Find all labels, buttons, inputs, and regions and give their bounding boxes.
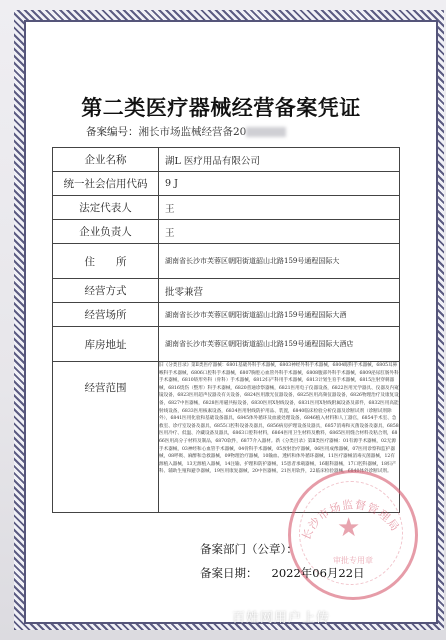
row-value-business-mode: 批零兼营	[159, 279, 400, 303]
record-number	[86, 124, 286, 139]
certificate-title: 第二类医疗器械经营备案凭证	[81, 95, 361, 120]
table-row	[53, 196, 400, 220]
row-value-scope: 旧《分类目录》第Ⅱ类医疗器械：6801基础外科手术器械，6803神经外科手术器械，6804眼科手术器械，6805耳鼻喉科手术器械，6806口腔科手术器械，6807胸腔心血管外科手术器械，6808腹部外科手术器械，6809泌尿肛肠外科手术器械，6810矫形外科（骨科）手术器械，6812妇产科用手术器械，6813计划生育手术器械，6815注射穿刺器械，6816烧伤（整形）科手术器械，6820普通诊察器械，6821医用电子仪器设备，6822医用光学器具、仪器及内窥镜设备，6823医用超声仪器及有关设备，6824医用激光仪器设备，6825医用高频仪器设备，6826物理治疗及康复设备，6827中医器械，6828医用磁共振设备，6830医用X射线设备，6831医用X射线附属设备及部件，6832医用高能射线设备，6833医用核素设备，6834医用射线防护用品、装置，6840临床检验分析仪器及诊断试剂（诊断试剂除外），6841医用化验和基础设备器具，6845体外循环及血液处理设备，6846植入材料和人工器官，6854手术室、急救室、诊疗室设备及器具，6855口腔科设备及器具，6856病房护理设备及器具，6857消毒和灭菌设备及器具，6858医用冷疗、低温、冷藏设备及器具，6863口腔科材料，6864医用卫生材料及敷料，6865医用缝合材料及粘合剂，6866医用高分子材料及制品，6870软件，6877介入器材。新《分类目录》第Ⅱ类医疗器械：01有源手术器械，02无源手术器械，03神经和心血管手术器械，04骨科手术器械，05放射治疗器械，06医用成像器械，07医用诊察和监护器械，08呼吸、麻醉和急救器械，09物理治疗器械，10输血、透析和体外循环器械，11医疗器械消毒灭菌器械，12有源植入器械，13无源植入器械，14注输、护理和防护器械，15患者承载器械，16眼科器械，17口腔科器械，18妇产科、辅助生殖和避孕器械，19医用康复器械，20中医器械，21医用软件，22临床检验器械，6840体外诊断试剂。	[159, 362, 400, 513]
filing-department-label: 备案部门（公章）：	[200, 542, 298, 556]
svg-text:长沙市场监督管理局	[300, 497, 402, 542]
table-row	[53, 327, 400, 362]
row-label-business-place: 经营场所	[53, 303, 159, 327]
record-number-label: 备案编号：	[86, 126, 139, 138]
row-value-warehouse: 湖南省长沙市芙蓉区朝阳街道韶山北路159号通程国际大酒店	[159, 327, 400, 362]
row-label-business-mode: 经营方式	[53, 279, 159, 303]
site-watermark: 百姓网用户上传	[232, 611, 331, 626]
seal-sub-text: 审批专用章	[333, 556, 373, 565]
seal-star-icon: ★	[337, 513, 361, 543]
row-label-credit-code: 统一社会信用代码	[53, 172, 159, 196]
table-row	[53, 244, 400, 279]
table-row	[53, 279, 400, 303]
row-label-manager: 企业负责人	[53, 220, 159, 244]
row-value-domicile: 湖南省长沙市芙蓉区朝阳街道韶山北路159号通程国际大	[159, 244, 400, 279]
info-table	[52, 147, 400, 513]
row-value-company: 湖L 医疗用品有限公司	[159, 148, 400, 172]
filing-date	[200, 565, 365, 581]
redaction-blur	[246, 127, 286, 137]
row-value-manager: 王	[159, 220, 400, 244]
seal-arc-text: 长沙市场监督管理局	[299, 498, 402, 543]
row-label-domicile: 住 所	[53, 244, 159, 279]
row-label-company: 企业名称	[53, 148, 159, 172]
table-row	[53, 148, 400, 172]
table-row	[53, 303, 400, 327]
table-row	[53, 172, 400, 196]
row-label-scope: 经营范围	[53, 362, 159, 513]
table-row	[53, 220, 400, 244]
row-value-business-place: 湖南省长沙市芙蓉区朝阳街道韶山北路159号通程国际大酒	[159, 303, 400, 327]
filing-department	[200, 541, 298, 557]
record-number-value: 湘长市场监械经营备20	[138, 126, 247, 138]
row-label-legal-rep: 法定代表人	[53, 196, 159, 220]
filing-date-label: 备案日期：	[200, 566, 258, 580]
filing-date-value: 2022年06月22日	[271, 566, 365, 580]
row-label-warehouse: 库房地址	[53, 327, 159, 362]
row-value-credit-code: 9 J	[159, 172, 400, 196]
row-value-legal-rep: 王	[159, 196, 400, 220]
